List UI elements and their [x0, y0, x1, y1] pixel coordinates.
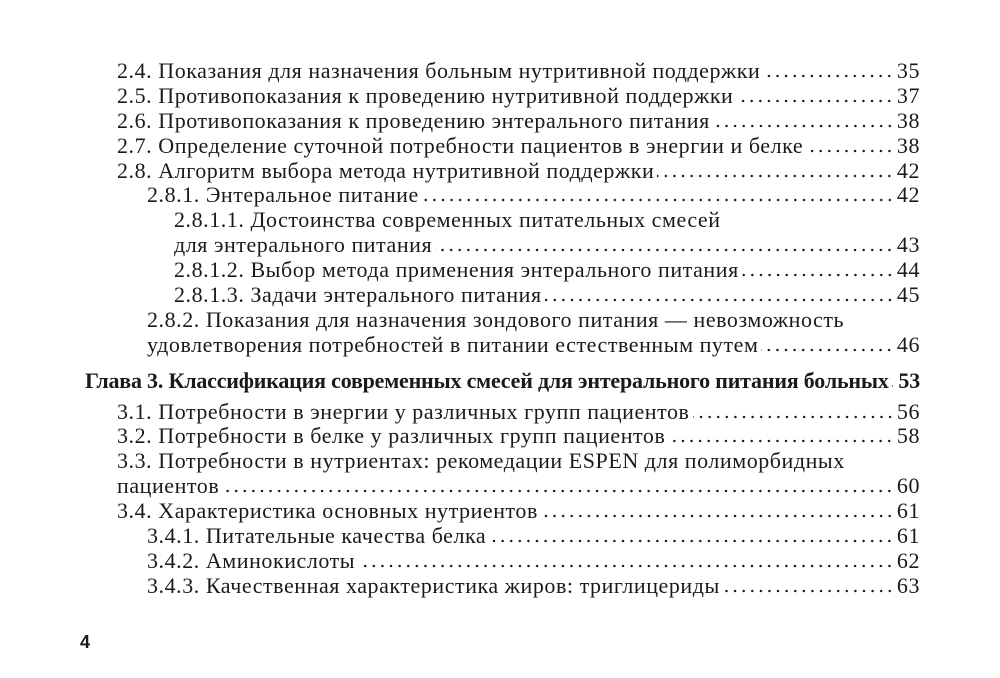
toc-entry [0, 400, 920, 425]
dot-leader [736, 99, 894, 103]
toc-entry-page: 42 [896, 182, 920, 208]
toc-entry [0, 333, 920, 358]
toc-entry-page: 62 [896, 547, 920, 573]
toc-entry-title: 2.6. Противопоказания к проведению энтерального питания [117, 107, 710, 133]
toc-entry [0, 499, 920, 524]
dot-leader [723, 589, 894, 593]
toc-entry-page: 38 [896, 107, 920, 133]
dot-leader [541, 514, 894, 518]
toc-entry-page: 37 [896, 82, 920, 108]
toc-entry-title: удовлетворения потребностей в питании естественным путем [147, 331, 759, 357]
toc-entry-page: 58 [896, 423, 920, 449]
dot-leader [763, 74, 894, 78]
toc-entry-title: 3.4.3. Качественная характеристика жиров: триглицериды [147, 572, 720, 598]
toc-entry-title: 3.2. Потребности в белке у различных групп пациентов [117, 423, 666, 449]
toc-entry-page: 53 [898, 367, 920, 393]
toc-entry-page: 56 [896, 398, 920, 424]
toc-entry-title: 2.4. Показания для назначения больным нутритивной поддержки [117, 58, 761, 83]
toc-entry [0, 524, 920, 549]
toc-entry-page: 44 [896, 257, 920, 283]
toc-entry-page: 61 [896, 523, 920, 549]
toc-entry-page: 42 [896, 157, 920, 183]
toc-entry [0, 183, 920, 208]
toc-entry-title: 2.7. Определение суточной потребности пациентов в энергии и белке [117, 132, 804, 158]
toc-entry-page: 61 [896, 498, 920, 524]
dot-leader [545, 298, 894, 302]
toc-entry-page: 45 [896, 282, 920, 308]
table-of-contents [0, 59, 1000, 599]
dot-leader [693, 415, 894, 419]
page-number: 4 [80, 632, 91, 652]
toc-chapter-entry [0, 369, 920, 394]
toc-entry-title: 3.1. Потребности в энергии у различных групп пациентов [117, 398, 690, 424]
dot-leader [806, 149, 894, 153]
toc-entry [0, 109, 920, 134]
toc-entry-page: 35 [896, 58, 920, 83]
toc-entry-title: Глава 3. Классификация современных смесей для энтерального питания больных [85, 367, 889, 393]
dot-leader [657, 174, 894, 178]
toc-entry-page: 46 [896, 331, 920, 357]
dot-leader [489, 539, 894, 543]
toc-entry [0, 233, 920, 258]
toc-entry-title: 3.4.2. Аминокислоты [147, 547, 356, 573]
toc-entry-title: 2.8.1. Энтеральное питание [147, 182, 419, 208]
dot-leader [742, 273, 894, 277]
toc-entry-title: 3.4. Характеристика основных нутриентов [117, 498, 538, 524]
dot-leader [713, 124, 894, 128]
toc-entry-title: 2.8.2. Показания для назначения зондового питания — невозможность [147, 306, 845, 332]
dot-leader [761, 348, 893, 352]
toc-entry-title: 3.4.1. Питательные качества белка [147, 523, 487, 549]
toc-entry-title: для энтерального питания [174, 232, 433, 258]
dot-leader [892, 384, 896, 388]
toc-entry [0, 134, 920, 159]
toc-entry [0, 474, 920, 499]
toc-entry [0, 159, 920, 184]
toc-entry-title: 3.3. Потребности в нутриентах: рекомедации ESPEN для полиморбидных [117, 448, 845, 474]
toc-entry-page: 43 [896, 232, 920, 258]
dot-leader [668, 439, 893, 443]
toc-entry [0, 84, 920, 109]
dot-leader [358, 564, 894, 568]
toc-entry [0, 308, 920, 333]
toc-entry [0, 59, 920, 84]
toc-entry-title: 2.8.1.3. Задачи энтерального питания [174, 282, 542, 308]
toc-entry [0, 424, 920, 449]
toc-entry-page: 38 [896, 132, 920, 158]
toc-entry [0, 283, 920, 308]
toc-entry [0, 549, 920, 574]
toc-entry [0, 208, 920, 233]
toc-entry-title: 2.8.1.1. Достоинства современных питательных смесей [174, 207, 721, 233]
toc-entry [0, 449, 920, 474]
toc-entry [0, 574, 920, 599]
toc-entry-page: 63 [896, 572, 920, 598]
dot-leader [222, 489, 894, 493]
toc-entry-title: 2.5. Противопоказания к проведению нутритивной поддержки [117, 82, 734, 108]
toc-entry [0, 258, 920, 283]
toc-entry-title: 2.8.1.2. Выбор метода применения энтерального питания [174, 257, 739, 283]
toc-entry-page: 60 [896, 473, 920, 499]
dot-leader [435, 248, 894, 252]
toc-entry-title: 2.8. Алгоритм выбора метода нутритивной поддержки [117, 157, 655, 183]
toc-entry-title: пациентов [117, 473, 220, 499]
dot-leader [422, 198, 894, 202]
